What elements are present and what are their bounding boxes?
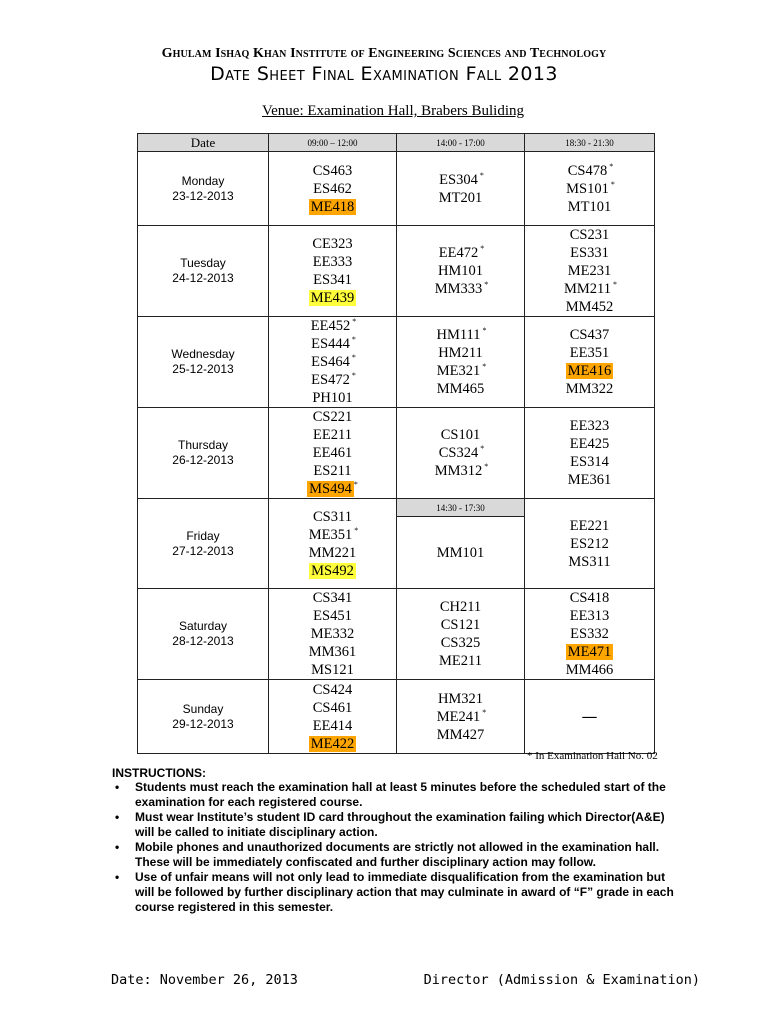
course-code-text: MS101	[566, 180, 609, 197]
course-code-text: MS492	[311, 562, 354, 579]
course-code-text: ES462	[313, 180, 352, 197]
course-code	[397, 652, 524, 670]
course-code-text: EE461	[312, 445, 353, 461]
course-code	[269, 444, 396, 462]
course-code-text: ME416	[567, 363, 612, 379]
course-code-text: HM211	[438, 345, 483, 361]
course-code	[397, 708, 524, 726]
no-exam-dash: —	[581, 706, 598, 726]
course-code-text: ME321	[436, 363, 481, 379]
day-date: 24-12-2013	[172, 271, 234, 285]
course-code	[269, 253, 396, 271]
hall-2-marker: *	[354, 525, 359, 535]
hall-2-marker: *	[610, 179, 615, 189]
course-code-text: ES451	[313, 608, 352, 624]
course-code	[397, 280, 524, 298]
day-cell	[138, 499, 269, 589]
hall-2-marker: *	[482, 707, 487, 717]
course-code-text: CS101	[440, 427, 481, 443]
slot-afternoon-cell	[397, 317, 525, 408]
instruction-item	[112, 810, 682, 840]
course-code-text: CS121	[440, 617, 481, 633]
course-code-text: ME211	[439, 653, 482, 669]
schedule-body	[138, 152, 655, 754]
day-name: Friday	[186, 528, 220, 543]
slot-morning-cell	[269, 680, 397, 754]
course-code	[397, 598, 524, 616]
course-code	[397, 326, 524, 344]
course-code-text: CS437	[569, 327, 610, 343]
slot-morning-cell	[269, 499, 397, 589]
hall-2-marker: *	[482, 362, 487, 371]
course-code-text: ES472	[311, 372, 350, 388]
day-name: Sunday	[182, 701, 224, 716]
course-code	[525, 607, 654, 625]
exam-schedule-table	[137, 133, 655, 754]
course-code-text: ES212	[570, 535, 609, 552]
course-code	[525, 517, 654, 535]
course-code	[269, 335, 396, 353]
course-code-text: EE211	[313, 427, 352, 443]
course-code	[397, 726, 524, 744]
course-code	[269, 462, 396, 480]
instruction-text: Must wear Institute’s student ID card throughout the examination failing which Director(A&E) will be called to initiate disciplinary action.	[135, 810, 665, 839]
course-code	[269, 408, 396, 426]
course-code	[397, 690, 524, 708]
course-code	[525, 417, 654, 435]
slot-evening-cell	[525, 226, 655, 317]
day-cell	[138, 680, 269, 754]
course-code-text: HM321	[437, 690, 484, 707]
course-code-text: EE425	[569, 436, 610, 452]
course-code	[397, 362, 524, 380]
institute-name: Ghulam Ishaq Khan Institute of Engineering Sciences and Technology	[161, 46, 607, 61]
table-row	[138, 680, 655, 754]
course-code-text: CS461	[312, 699, 353, 716]
slot-morning-cell	[269, 589, 397, 680]
column-header-evening: 18:30 - 21:30	[525, 134, 655, 152]
table-row	[138, 152, 655, 226]
table-row	[138, 408, 655, 499]
course-code	[269, 271, 396, 289]
slot-afternoon-cell	[397, 680, 525, 754]
bullet-icon: •	[115, 870, 120, 884]
signatory: Director (Admission & Examination)	[423, 972, 700, 988]
course-code	[269, 235, 396, 253]
hall-2-marker: *	[480, 444, 485, 453]
course-code	[397, 262, 524, 280]
day-name: Saturday	[178, 619, 228, 633]
bullet-icon: •	[115, 840, 120, 854]
course-code	[525, 625, 654, 643]
course-code	[269, 661, 396, 679]
friday-time-subheader: 14:30 - 17:30	[397, 499, 525, 517]
course-code	[269, 180, 396, 198]
slot-evening-cell	[525, 317, 655, 408]
instructions-heading: INSTRUCTIONS:	[112, 766, 206, 780]
slot-morning-cell	[269, 408, 397, 499]
course-code-text: EE351	[569, 345, 610, 361]
hall-2-marker: *	[353, 480, 358, 489]
document-title: Date Sheet Final Examination Fall 2013	[210, 63, 558, 85]
course-code-text: EE333	[312, 254, 353, 270]
course-code	[397, 244, 524, 262]
course-code	[525, 280, 654, 298]
hall-2-marker: *	[352, 317, 357, 326]
course-code-text: MS121	[311, 662, 354, 678]
course-code	[269, 717, 396, 735]
day-date: 29-12-2013	[172, 716, 234, 731]
course-code-text: ME332	[310, 626, 355, 642]
course-code-text: ME351	[308, 526, 353, 543]
instruction-item	[112, 870, 682, 915]
day-cell	[138, 317, 269, 408]
course-code	[269, 643, 396, 661]
course-code-text: EE452	[310, 318, 351, 334]
course-code-text: MM427	[436, 726, 485, 743]
course-code	[269, 508, 396, 526]
course-code-text: PH101	[312, 390, 353, 406]
course-code	[525, 226, 654, 244]
course-code	[269, 681, 396, 699]
course-code-text: CE323	[312, 236, 353, 252]
course-code-text: MS494	[309, 481, 352, 497]
course-code-text: MM466	[565, 662, 614, 678]
course-code-text: ES211	[313, 463, 352, 479]
course-code-text: MM101	[436, 544, 485, 561]
course-code-text: MM312	[434, 463, 483, 479]
course-code-text: HM101	[437, 263, 484, 279]
course-code-text: ES304	[439, 171, 478, 188]
column-header-afternoon: 14:00 - 17:00	[397, 134, 525, 152]
hall-2-marker: *	[479, 170, 484, 180]
course-code	[269, 544, 396, 562]
course-code-text: MM221	[308, 544, 357, 561]
course-code-text: CS311	[313, 508, 352, 525]
course-code	[525, 162, 654, 180]
course-code	[269, 426, 396, 444]
slot-morning-cell	[269, 152, 397, 226]
hall-2-marker: *	[351, 353, 356, 362]
issue-date: Date: November 26, 2013	[111, 972, 298, 988]
course-code-text: MM211	[564, 281, 611, 297]
course-code-text: CS221	[312, 409, 353, 425]
hall-2-marker: *	[351, 335, 356, 344]
course-code	[269, 317, 396, 335]
course-code	[397, 171, 524, 189]
course-code	[269, 735, 396, 753]
day-date: 26-12-2013	[172, 453, 234, 467]
course-code-text: HM111	[436, 327, 481, 343]
slot-evening-cell	[525, 589, 655, 680]
course-code	[397, 444, 524, 462]
course-code-text: ME439	[310, 290, 355, 306]
course-code-text: ME418	[310, 198, 355, 215]
course-code-text: CS324	[438, 445, 479, 461]
bullet-icon: •	[115, 810, 120, 824]
course-code	[525, 643, 654, 661]
course-code	[269, 371, 396, 389]
course-code	[525, 326, 654, 344]
course-code-text: CS463	[312, 162, 353, 179]
course-code	[269, 589, 396, 607]
slot-evening-cell	[525, 680, 655, 754]
course-code	[525, 380, 654, 398]
course-code-text: MT201	[438, 189, 483, 206]
instruction-item	[112, 840, 682, 870]
bullet-icon: •	[115, 780, 120, 794]
course-code-text: ES341	[313, 272, 352, 288]
course-code-text: MM361	[308, 644, 357, 660]
slot-afternoon-cell	[397, 226, 525, 317]
course-code	[525, 180, 654, 198]
course-code-text: CS325	[440, 635, 481, 651]
instruction-item	[112, 780, 682, 810]
course-code	[397, 189, 524, 207]
course-code	[525, 244, 654, 262]
slot-morning-cell	[269, 317, 397, 408]
course-code-text: CH211	[439, 599, 482, 615]
instruction-text: Students must reach the examination hall at least 5 minutes before the scheduled start of the examination for each registered course.	[135, 780, 666, 809]
course-code-text: CS341	[312, 590, 353, 606]
table-header-row	[138, 134, 655, 152]
day-name: Tuesday	[180, 256, 226, 270]
slot-afternoon-cell	[397, 517, 525, 589]
course-code	[397, 544, 524, 562]
hall-2-marker: *	[484, 462, 489, 471]
day-cell	[138, 408, 269, 499]
hall-2-marker: *	[480, 244, 485, 253]
instructions-list	[112, 780, 682, 915]
course-code	[397, 462, 524, 480]
day-cell	[138, 226, 269, 317]
slot-afternoon-cell	[397, 408, 525, 499]
slot-evening-cell	[525, 152, 655, 226]
course-code-text: MM322	[565, 381, 614, 397]
course-code-text: ES314	[570, 454, 609, 470]
venue-line: Venue: Examination Hall, Brabers Buliding	[261, 103, 525, 119]
course-code-text: ME231	[567, 263, 612, 279]
hall-2-marker: *	[609, 161, 614, 171]
course-code-text: CS418	[569, 590, 610, 606]
day-cell	[138, 589, 269, 680]
slot-afternoon-cell	[397, 152, 525, 226]
day-date: 27-12-2013	[172, 543, 234, 558]
table-row	[138, 589, 655, 680]
course-code-text: EE221	[569, 517, 610, 534]
day-name: Thursday	[177, 438, 229, 452]
hall-2-marker: *	[484, 280, 489, 289]
course-code	[269, 162, 396, 180]
course-code	[525, 198, 654, 216]
course-code	[525, 553, 654, 571]
course-code	[269, 480, 396, 498]
course-code	[269, 353, 396, 371]
course-code	[525, 298, 654, 316]
day-cell	[138, 152, 269, 226]
course-code	[397, 634, 524, 652]
table-row	[138, 317, 655, 408]
course-code-text: MT101	[567, 198, 612, 215]
day-date: 25-12-2013	[172, 362, 234, 376]
course-code-text: ES332	[570, 626, 609, 642]
course-code	[269, 699, 396, 717]
course-code	[525, 589, 654, 607]
course-code-text: MM452	[565, 299, 614, 315]
footnote: * In Examination Hall No. 02	[527, 750, 658, 762]
day-date: 23-12-2013	[172, 188, 234, 203]
course-code	[397, 426, 524, 444]
slot-evening-cell	[525, 408, 655, 499]
course-code-text: EE313	[569, 608, 610, 624]
course-code	[269, 562, 396, 580]
course-code-text: ME241	[436, 708, 481, 725]
course-code	[525, 362, 654, 380]
hall-2-marker: *	[613, 280, 617, 289]
course-code-text: EE414	[312, 717, 353, 734]
course-code-text: MM333	[434, 281, 483, 297]
course-code	[397, 344, 524, 362]
column-header-morning: 09:00 – 12:00	[269, 134, 397, 152]
course-code	[525, 435, 654, 453]
course-code-text: ME422	[310, 735, 355, 752]
course-code	[269, 389, 396, 407]
course-code	[525, 453, 654, 471]
course-code-text: CS231	[569, 227, 610, 243]
course-code-text: MM465	[436, 381, 485, 397]
course-code	[397, 380, 524, 398]
course-code-text: ES331	[570, 245, 609, 261]
slot-morning-cell	[269, 226, 397, 317]
slot-afternoon-cell	[397, 589, 525, 680]
hall-2-marker: *	[351, 371, 356, 380]
course-code	[269, 607, 396, 625]
day-date: 28-12-2013	[172, 634, 234, 648]
course-code-text: ME471	[567, 644, 612, 660]
course-code	[269, 526, 396, 544]
course-code	[269, 289, 396, 307]
course-code-text: MS311	[568, 553, 611, 570]
day-name: Monday	[181, 173, 225, 188]
course-code-text: EE472	[438, 245, 479, 261]
course-code-text: ES464	[311, 354, 350, 370]
course-code	[525, 661, 654, 679]
course-code-text: CS424	[312, 681, 353, 698]
course-code-text: CS478	[567, 162, 608, 179]
instruction-text: Use of unfair means will not only lead to immediate disqualification from the examination but will be followed by further disciplinary action that may culminate in award of “F” grade in each course registered in this semester.	[135, 870, 674, 914]
slot-evening-cell	[525, 499, 655, 589]
course-code	[525, 471, 654, 489]
course-code	[397, 616, 524, 634]
table-row	[138, 226, 655, 317]
course-code	[525, 262, 654, 280]
course-code-text: ME361	[567, 472, 612, 488]
column-header-date: Date	[138, 134, 269, 152]
course-code	[269, 198, 396, 216]
day-name: Wednesday	[171, 347, 235, 361]
course-code-text: EE323	[569, 418, 610, 434]
hall-2-marker: *	[482, 326, 487, 335]
course-code-text: ES444	[311, 336, 350, 352]
table-row	[138, 499, 655, 517]
course-code	[269, 625, 396, 643]
course-code	[525, 535, 654, 553]
course-code	[525, 344, 654, 362]
instruction-text: Mobile phones and unauthorized documents are strictly not allowed in the examination hall. These will be immediately confiscated and further disciplinary action may follow.	[135, 840, 660, 869]
